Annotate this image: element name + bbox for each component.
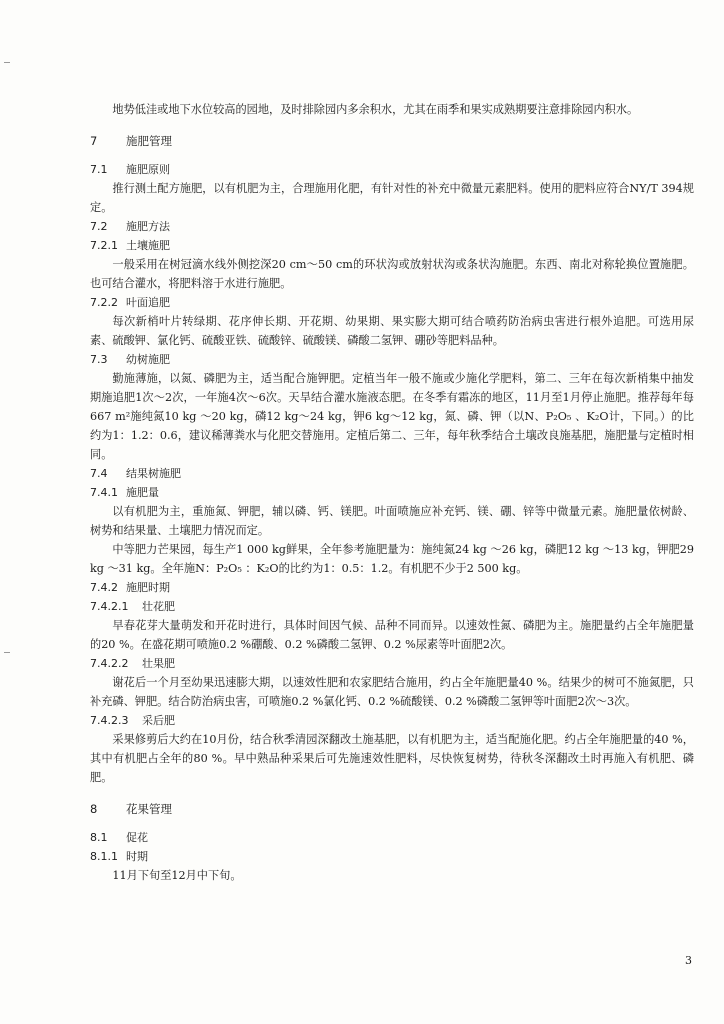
section-7-4-2-1-paragraph: 早春花芽大量萌发和开花时进行，具体时间因气候、品种不同而异。以速效性氮、磷肥为主。施肥量约占全年施肥量的20 %。在盛花期可喷施0.2 %硼酸、0.2 %磷酸二氢钾、0.2 %尿素等叶面肥2次。 xyxy=(90,619,694,651)
section-number: 7.3 xyxy=(90,353,108,366)
scan-margin-mark xyxy=(4,652,10,653)
section-title: 施肥量 xyxy=(126,486,159,499)
section-title: 施肥管理 xyxy=(126,134,172,148)
section-number: 8 xyxy=(90,802,98,816)
section-number: 7 xyxy=(90,134,98,148)
section-number: 7.4 xyxy=(90,467,108,480)
section-7-2-1-heading xyxy=(90,236,694,255)
section-title: 壮果肥 xyxy=(142,657,175,670)
section-title: 幼树施肥 xyxy=(126,353,170,366)
section-7-4-1-paragraph-1: 以有机肥为主，重施氮、钾肥，辅以磷、钙、镁肥。叶面喷施应补充钙、镁、硼、锌等中微量元素。施肥量依树龄、树势和结果量、土壤肥力情况而定。 xyxy=(90,505,694,537)
section-8-heading xyxy=(90,800,694,819)
section-7-4-1-paragraph-2: 中等肥力芒果园，每生产1 000 kg鲜果，全年参考施肥量为：施纯氮24 kg ～26 kg，磷肥12 kg ～13 kg，钾肥29 kg ～31 kg。全年施N：P₂O₅ ：K₂O的比约为1：0.5：1.2。有机肥不少于2 500 kg。 xyxy=(90,543,694,575)
section-title: 采后肥 xyxy=(142,714,175,727)
section-title: 壮花肥 xyxy=(142,600,175,613)
section-title: 促花 xyxy=(126,831,148,844)
section-number: 7.2.2 xyxy=(90,296,118,309)
section-7-4-2-1-heading xyxy=(90,597,694,616)
section-number: 7.1 xyxy=(90,163,108,176)
intro-paragraph: 地势低洼或地下水位较高的园地，及时排除园内多余积水，尤其在雨季和果实成熟期要注意排除园内积水。 xyxy=(112,103,639,116)
section-title: 施肥方法 xyxy=(126,220,170,233)
section-number: 7.4.2.1 xyxy=(90,600,129,613)
section-number: 7.4.1 xyxy=(90,486,118,499)
section-number: 7.4.2.3 xyxy=(90,714,129,727)
section-title: 叶面追肥 xyxy=(126,296,170,309)
section-7-2-heading xyxy=(90,217,694,236)
document-body xyxy=(90,100,694,885)
section-7-2-1-paragraph: 一般采用在树冠滴水线外侧挖深20 cm～50 cm的环状沟或放射状沟或条状沟施肥。东西、南北对称轮换位置施肥。也可结合灌水，将肥料溶于水进行施肥。 xyxy=(90,258,694,290)
section-7-2-2-paragraph: 每次新梢叶片转绿期、花序伸长期、开花期、幼果期、果实膨大期可结合喷药防治病虫害进行根外追肥。可选用尿素、硫酸钾、氯化钙、硫酸亚铁、硫酸锌、硫酸镁、磷酸二氢钾、硼砂等肥料品种。 xyxy=(90,315,694,347)
section-7-4-1-heading xyxy=(90,483,694,502)
section-8-1-1-heading xyxy=(90,847,694,866)
section-7-4-2-heading xyxy=(90,578,694,597)
section-number: 7.2 xyxy=(90,220,108,233)
section-8-1-1-paragraph: 11月下旬至12月中下旬。 xyxy=(112,869,242,882)
section-7-4-2-3-heading xyxy=(90,711,694,730)
section-7-4-heading xyxy=(90,464,694,483)
section-title: 结果树施肥 xyxy=(126,467,181,480)
scan-margin-mark xyxy=(4,62,10,63)
section-number: 7.4.2.2 xyxy=(90,657,129,670)
section-number: 7.2.1 xyxy=(90,239,118,252)
section-7-4-2-2-paragraph: 谢花后一个月至幼果迅速膨大期，以速效性肥和农家肥结合施用，约占全年施肥量40 %。结果少的树可不施氮肥，只补充磷、钾肥。结合防治病虫害，可喷施0.2 %氯化钙、0.2 %硫酸镁、0.2 %磷酸二氢钾等叶面肥2次～3次。 xyxy=(90,676,694,708)
page-number: 3 xyxy=(685,954,692,967)
section-7-2-2-heading xyxy=(90,293,694,312)
section-7-1-heading xyxy=(90,160,694,179)
section-title: 土壤施肥 xyxy=(126,239,170,252)
section-title: 施肥时期 xyxy=(126,581,170,594)
section-8-1-heading xyxy=(90,828,694,847)
section-7-4-2-2-heading xyxy=(90,654,694,673)
section-7-3-paragraph: 勤施薄施，以氮、磷肥为主，适当配合施钾肥。定植当年一般不施或少施化学肥料，第二、三年在每次新梢集中抽发期施追肥1次～2次，一年施4次～6次。天旱结合灌水施液态肥。在冬季有霜冻的地区，11月至1月停止施肥。推荐每年每667 m²施纯氮10 kg ～20 kg，磷12 kg～24 kg，钾6 kg～12 kg，氮、磷、钾（以N、P₂O₅ 、K₂O计，下同。）的比约为1：1.2：0.6，建议稀薄粪水与化肥交替施用。定植后第二、三年，每年秋季结合土壤改良施基肥，施肥量与定植时相同。 xyxy=(90,372,694,461)
section-7-heading xyxy=(90,132,694,151)
section-7-1-paragraph: 推行测土配方施肥，以有机肥为主，合理施用化肥，有针对性的补充中微量元素肥料。使用的肥料应符合NY/T 394规定。 xyxy=(90,182,694,214)
section-title: 时期 xyxy=(126,850,148,863)
section-title: 施肥原则 xyxy=(126,163,170,176)
section-7-3-heading xyxy=(90,350,694,369)
section-number: 8.1 xyxy=(90,831,108,844)
section-number: 7.4.2 xyxy=(90,581,118,594)
section-title: 花果管理 xyxy=(126,802,172,816)
section-number: 8.1.1 xyxy=(90,850,118,863)
section-7-4-2-3-paragraph: 采果修剪后大约在10月份，结合秋季清园深翻改土施基肥，以有机肥为主，适当配施化肥。约占全年施肥量的40 %，其中有机肥占全年的80 %。早中熟品种采果后可先施速效性肥料，尽快恢复树势，待秋冬深翻改土时再施入有机肥、磷肥。 xyxy=(90,733,694,784)
